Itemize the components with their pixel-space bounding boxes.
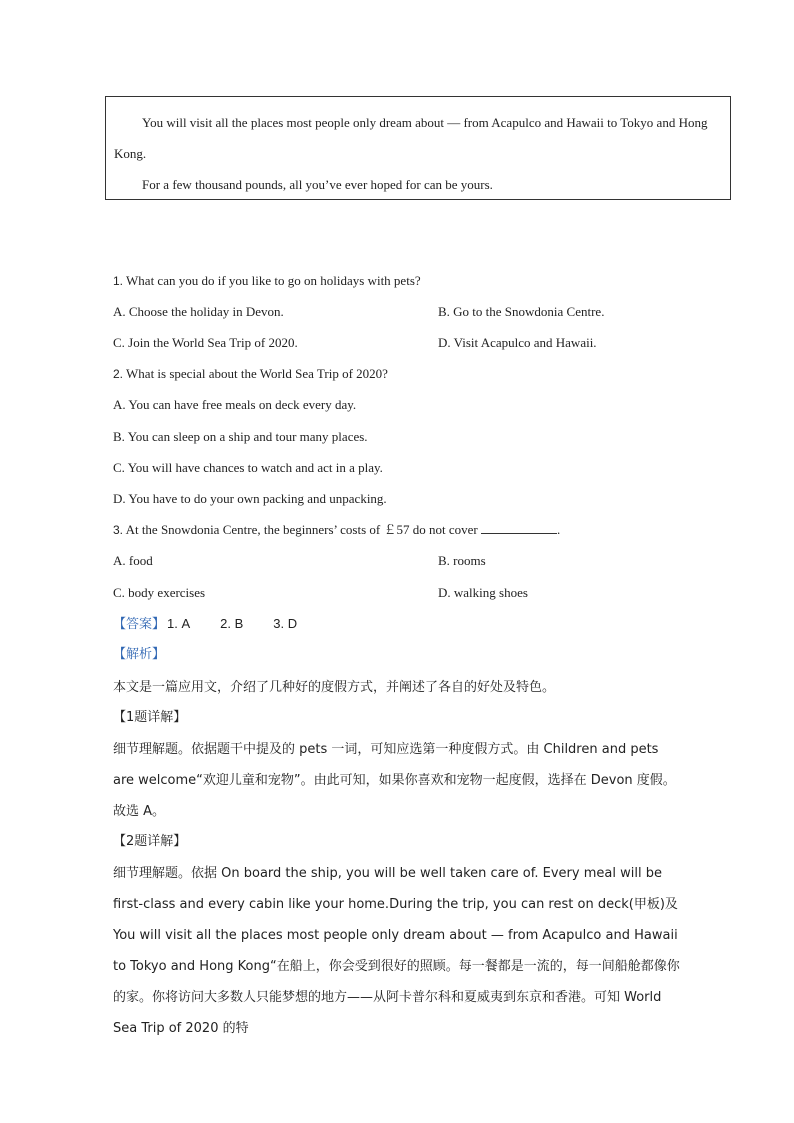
q2-detail-heading: 【2题详解】 (113, 834, 187, 849)
analysis-tag: 【解析】 (113, 647, 166, 662)
q1-detail-heading: 【1题详解】 (113, 710, 187, 725)
question-1-stem: 1. What can you do if you like to go on holidays with pets? (113, 273, 421, 288)
question-3-option-d: D. walking shoes (438, 585, 528, 600)
question-2-stem: 2. What is special about the World Sea Trip of 2020? (113, 366, 388, 381)
answer-item-2: 2. B (220, 616, 244, 631)
analysis-summary: 本文是一篇应用文，介绍了几种好的度假方式，并阐述了各自的好处及特色。 (113, 680, 556, 695)
question-1-option-d: D. Visit Acapulco and Hawaii. (438, 335, 597, 350)
question-1-option-c: C. Join the World Sea Trip of 2020. (113, 335, 298, 350)
question-3-option-b: B. rooms (438, 553, 486, 568)
question-3-option-a: A. food (113, 553, 153, 568)
answer-item-1: 1. A (167, 616, 191, 631)
passage-paragraph-2: For a few thousand pounds, all you’ve ever hoped for can be yours. (142, 177, 493, 192)
answer-blank (481, 521, 557, 534)
question-3-stem: 3. At the Snowdonia Centre, the beginners’ costs of ￡57 do not cover . (113, 522, 561, 537)
q2-detail-text: 细节理解题。依据 On board the ship, you will be well taken care of. Every meal will be first-class and every cabin like your home.During the trip, you can rest on deck(甲板)及 You will visit all the places most people only dream about — from Acapulco and Hawaii to Tokyo and Hong Kong“在船上，你会受到很好的照顾。每一餐都是一流的，每一间船舱都像你的家。你将访问大多数人只能梦想的地方——从阿卡普尔科和夏威夷到东京和香港。可知 World Sea Trip of 2020 的特 (113, 866, 680, 1036)
passage-paragraph-1: You will visit all the places most people only dream about — from Acapulco and Hawaii to Tokyo and Hong Kong. (114, 115, 708, 161)
answer-item-3: 3. D (273, 616, 298, 631)
q1-detail-text: 细节理解题。依据题干中提及的 pets 一词，可知应选第一种度假方式。由 Children and pets are welcome“欢迎儿童和宠物”。由此可知，如果你喜欢和宠物一起度假，选择在 Devon 度假。故选 A。 (113, 742, 676, 819)
answer-line (113, 615, 297, 634)
question-1-option-b: B. Go to the Snowdonia Centre. (438, 304, 605, 319)
question-1-option-a: A. Choose the holiday in Devon. (113, 304, 284, 319)
question-2-option-d: D. You have to do your own packing and unpacking. (113, 491, 387, 506)
question-2-option-a: A. You can have free meals on deck every day. (113, 397, 357, 412)
question-3-option-c: C. body exercises (113, 585, 206, 600)
question-2-option-b: B. You can sleep on a ship and tour many places. (113, 429, 368, 444)
passage-box (105, 96, 731, 200)
question-2-option-c: C. You will have chances to watch and act in a play. (113, 460, 383, 475)
answer-tag: 【答案】 (113, 617, 166, 632)
